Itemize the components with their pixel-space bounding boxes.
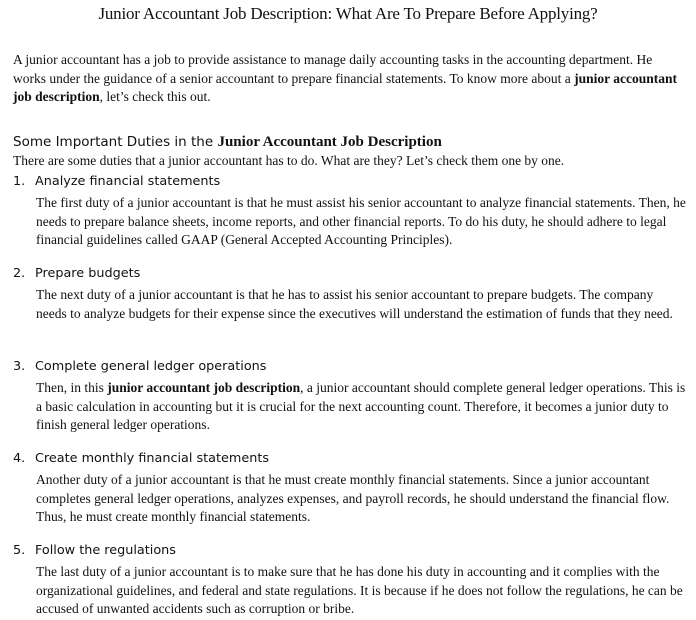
duty-item: [13, 542, 683, 619]
duty-body-text-end: , a junior accountant should complete general ledger operations. This is a basic calculation in accounting but it is crucial for the next accounting count. Therefore, it becomes a junior duty to finish general ledger operations.: [36, 380, 686, 433]
duty-heading: [13, 542, 683, 560]
duty-item: [13, 358, 686, 435]
duty-body: Another duty of a junior accountant is that he must create monthly financial statements. Since a junior accountant completes general ledger operations, analyzes expenses, and payroll records, he should understand the financial flow. Thus, he must create monthly financial statements.: [36, 472, 670, 525]
duty-item: [13, 265, 683, 323]
duty-item: [13, 450, 683, 527]
duty-title: Complete general ledger operations: [35, 359, 267, 374]
duty-body-text: Then, in this: [36, 380, 108, 395]
duty-title: Prepare budgets: [35, 266, 141, 281]
duty-title: Analyze financial statements: [35, 174, 221, 189]
intro-text-end: , let’s check this out.: [99, 89, 211, 104]
section-intro: There are some duties that a junior accountant has to do. What are they? Let’s check them one by one.: [13, 153, 565, 168]
duty-number: 4.: [13, 451, 26, 466]
duty-number: 5.: [13, 543, 26, 558]
intro-paragraph: [13, 51, 685, 107]
duty-heading: [13, 265, 683, 283]
duty-number: 2.: [13, 266, 26, 281]
section-heading-plain: Some Important Duties in the: [13, 134, 218, 150]
duty-number: 1.: [13, 174, 26, 189]
duty-item: [13, 173, 686, 250]
duty-body-keyword: junior accountant job description: [107, 380, 301, 395]
duty-body: [36, 379, 686, 435]
duty-body: The first duty of a junior accountant is that he must assist his senior accountant to analyze financial statements. Then, he needs to prepare balance sheets, income reports, and other financial reports. To do his duty, he should adhere to legal financial guidelines called GAAP (General Accepted Accounting Principles).: [36, 195, 686, 248]
duty-heading: [13, 358, 683, 376]
duty-heading: [13, 173, 683, 191]
duty-body: The next duty of a junior accountant is that he has to assist his senior accountant to prepare budgets. The company needs to analyze budgets for their expense since the executives will understand the estimation of funds that they need.: [36, 287, 673, 321]
duty-heading: [13, 450, 683, 468]
duty-number: 3.: [13, 359, 26, 374]
section-heading: [13, 132, 442, 152]
duty-body: The last duty of a junior accountant is to make sure that he has done his duty in accounting and it complies with the organizational guidelines, and federal and state regulations. It is because if he does not follow the regulations, he can be accused of unwanted accidents such as corruption or bribe.: [36, 564, 683, 617]
intro-keyword: junior accountant job description: [13, 70, 678, 104]
duty-title: Follow the regulations: [35, 543, 176, 558]
duty-title: Create monthly financial statements: [35, 451, 270, 466]
page-title: Junior Accountant Job Description: What Are To Prepare Before Applying?: [98, 4, 598, 23]
section-heading-bold: Junior Accountant Job Description: [217, 134, 442, 150]
intro-text: A junior accountant has a job to provide assistance to manage daily accounting tasks in the accounting department. He works under the guidance of a senior accountant to prepare financial statements. To know more about a: [13, 52, 653, 86]
